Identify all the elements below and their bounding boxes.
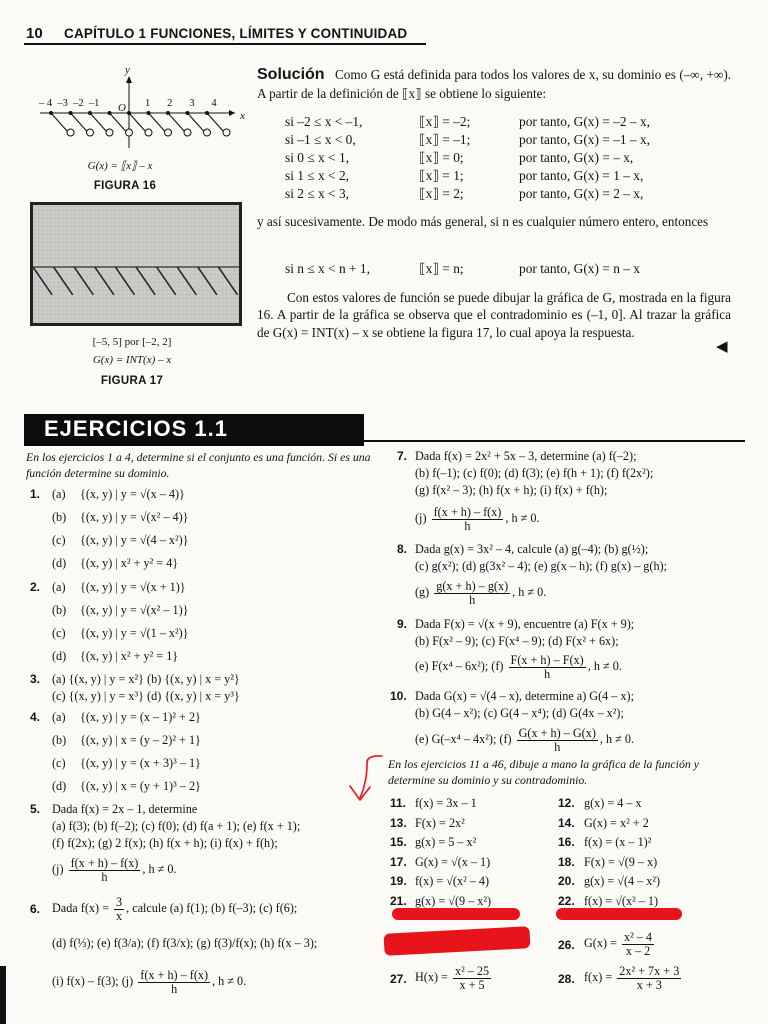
grid-exercise-formula: F(x) = 2x² [415,815,465,830]
figure-17-calculator-screen [30,202,242,326]
grid-exercise-number: 14. [558,815,575,830]
e4-label-a: (a) [52,710,66,724]
ex5-line2: (a) f(3); (b) f(–2); (c) f(0); (d) f(a + 1); (e) f(x + 1); [52,819,301,833]
fig17-window: [–5, 5] por [–2, 2] [92,336,172,348]
solution-intro-text: Como G está definida para todos los valores de x, su dominio es (–∞, +∞). A partir de la definición de ⟦x⟧ se obtiene lo siguiente: [257,67,732,102]
ex28-number: 28. [558,972,575,986]
e1-label-a: (a) [52,487,66,501]
e4-label-b: (b) [52,733,67,747]
grid-exercise-number: 22. [558,893,575,908]
ex7-line3: (g) f(x² – 3); (h) f(x + h); (i) f(x) + f(h); [415,483,608,497]
grid-exercise-formula: f(x) = (x – 1)² [584,835,652,849]
red-strike-3 [384,926,531,956]
grid-exercise-number: 21. [390,893,407,908]
grid-exercise-formula: f(x) = √(x² – 1) [584,893,659,908]
general-result: por tanto, G(x) = n – x [519,261,640,276]
closed-endpoint [147,111,151,115]
e4-number: 4. [30,710,41,724]
case-cond: si –1 ≤ x < 0, [285,132,356,147]
ex6-line2: (d) f(⅓); (e) f(3/a); (f) f(3/x); (g) f(3)/f(x); (h) f(x – 3); [52,936,318,950]
scan-edge-bar [0,966,6,1024]
case-result: por tanto, G(x) = –2 – x, [519,114,651,129]
e4-label-c: (c) [52,756,66,770]
e4-part-a: {(x, y) | y = (x – 1)² + 2} [80,710,201,724]
grid-exercise-formula: G(x) = √(x – 1) [415,854,491,869]
case-cond: si 2 ≤ x < 3, [285,186,350,201]
case-floor: ⟦x⟧ = 2; [419,186,464,201]
closed-endpoint [69,111,73,115]
grid-exercise-formula: F(x) = √(9 – x) [584,854,658,869]
step-segments [49,111,230,136]
e2-number: 2. [30,580,41,594]
ex26-number: 26. [558,938,575,952]
closed-endpoint [88,111,92,115]
ex5-line1: Dada f(x) = 2x – 1, determine [52,802,198,816]
e2-label-d: (d) [52,649,67,663]
case-result: por tanto, G(x) = 2 – x, [519,186,644,201]
ex5-line3: (f) f(2x); (g) 2 f(x); (h) f(x + h); (i) f(x) + f(h); [52,836,278,850]
ex10-number: 10. [390,689,407,703]
grid-exercise-formula: g(x) = √(9 – x²) [415,893,492,908]
page-number: 10 [26,25,43,42]
step-segment [90,113,107,132]
e2-part-c: {(x, y) | y = √(1 – x²)} [80,626,189,640]
case-result: por tanto, G(x) = 1 – x, [519,168,644,183]
solution-closing: Con estos valores de función se puede dibujar la gráfica de G, mostrada en la figura 16. A partir de la gráfica se observa que el contradominio es (–1, 0]. Al trazar la gráfica de G(x) = INT(x) – x se obtiene la figura 17, lo cual apoya la respuesta. [257,290,731,340]
grid-exercise-number: 11. [390,796,407,810]
open-endpoint [223,129,230,136]
e2-part-a: {(x, y) | y = √(x + 1)} [80,580,186,594]
screen-background [33,205,239,323]
ex9-line1: Dada F(x) = √(x + 9), encuentre (a) F(x + 9); [415,617,635,631]
fig17-label: FIGURA 17 [100,375,164,387]
step-segment [168,113,185,132]
e1-part-b: {(x, y) | y = √(x² – 4)} [80,510,189,524]
ex8-number: 8. [397,542,408,556]
grid-exercise-number: 17. [390,854,407,869]
ex7-line2: (b) f(–1); (c) f(0); (d) f(3); (e) f(h + 1); (f) f(2x²); [415,466,654,480]
end-mark: ◀ [716,339,728,355]
open-endpoint [145,129,152,136]
case-row [285,114,745,132]
open-endpoint [126,129,133,136]
case-row [285,186,745,204]
grid-exercise-formula: g(x) = 4 – x [584,796,642,810]
fig16-origin: O [118,102,126,114]
case-floor: ⟦x⟧ = 1; [419,168,464,183]
header-rule [24,43,426,45]
red-strike-2 [556,908,682,920]
step-segment [207,113,224,132]
e4-part-b: {(x, y) | x = (y – 2)² + 1} [80,733,201,747]
e1-label-d: (d) [52,556,67,570]
grid-exercise-number: 19. [390,874,407,888]
ex10-line3: (e) G(–x⁴ – 4x²); (f) $\frac{G(x + h) - G(x)}{h}$ , h ≠ 0. [415,726,635,754]
grid-exercise-formula: g(x) = 5 – x² [415,835,477,849]
open-endpoint [106,129,113,136]
ex7-line1: Dada f(x) = 2x² + 5x – 3, determine (a) f(–2); [415,449,637,463]
step-segment [188,113,205,132]
e1-part-c: {(x, y) | y = √(4 – x²)} [80,533,189,547]
ex3-number: 3. [30,672,41,686]
case-cond: si 1 ≤ x < 2, [285,168,350,183]
grid-exercise-number: 15. [390,835,407,849]
exercises-rule [364,440,745,442]
general-case-row [285,261,745,279]
ex8-line1: Dada g(x) = 3x² – 4, calcule (a) g(–4); (b) g(½); [415,542,649,556]
exercises-title: EJERCICIOS 1.1 [44,416,228,441]
ex3-line1: (a) {(x, y) | y = x²} (b) {(x, y) | x = y²} [52,672,240,686]
ex28-formula: f(x) = $\frac{\text{2x² + 7x + 3}}{x + 3}$ [584,964,680,992]
e2-label-b: (b) [52,603,67,617]
step-segment [110,113,127,132]
case-row [285,150,745,168]
e1-label-b: (b) [52,510,67,524]
grid-exercise-number: 16. [558,835,575,849]
closed-endpoint [49,111,53,115]
solution-heading: Solución [257,66,325,83]
solution-intro [257,64,731,103]
ex7-j: (j) $\frac{f(x + h) - f(x)}{h}$ , h ≠ 0. [415,505,540,533]
ex5-number: 5. [30,802,41,816]
case-cond: si –2 ≤ x < –1, [285,114,363,129]
ex9-number: 9. [397,617,408,631]
grid-exercise-number: 13. [390,815,407,830]
case-result: por tanto, G(x) = – x, [519,150,634,165]
closed-endpoint [205,111,209,115]
fig17-caption: G(x) = INT(x) – x [92,354,172,366]
step-segment [149,113,166,132]
grid-exercise-number: 20. [558,874,575,888]
ex5-j: (j) $\frac{f(x + h) - f(x)}{h}$ , h ≠ 0. [52,856,177,884]
instructions-11-46: En los ejercicios 11 a 46, dibuje a mano la gráfica de la función y determine su dominio y su contradominio. [388,757,699,787]
ex3-line2: (c) {(x, y) | y = x³} (d) {(x, y) | x = y³} [52,689,240,703]
ex10-line1: Dada G(x) = √(4 – x), determine a) G(4 – x); [415,689,634,703]
fig16-label: FIGURA 16 [93,180,157,192]
case-floor: ⟦x⟧ = 0; [419,150,464,165]
grid-exercise-formula: f(x) = √(x² – 4) [415,874,490,888]
fig16-x-label: x [240,110,245,122]
open-endpoint [87,129,94,136]
e2-part-b: {(x, y) | y = √(x² – 1)} [80,603,189,617]
e4-part-c: {(x, y) | y = (x + 3)³ – 1} [80,756,201,770]
red-strike-1 [392,908,520,920]
ex6-line3: (i) f(x) – f(3); (j) $\frac{f(x + h) - f(x)}{h}$ , h ≠ 0. [52,968,247,996]
step-segment [129,113,146,132]
case-floor: ⟦x⟧ = –1; [419,132,471,147]
e2-part-d: {(x, y) | x² + y² = 1} [80,649,179,663]
chapter-title: CAPÍTULO 1 FUNCIONES, LÍMITES Y CONTINUIDAD [64,26,408,41]
ex7-number: 7. [397,449,408,463]
closed-endpoint [186,111,190,115]
case-floor: ⟦x⟧ = –2; [419,114,471,129]
closed-endpoint [166,111,170,115]
open-endpoint [67,129,74,136]
fig16-ticks-negative: – 4 –3 –2 –1 [39,98,100,109]
e2-label-a: (a) [52,580,66,594]
ex27-formula: H(x) = $\frac{\text{x² – 25}}{x + 5}$ [415,964,490,992]
ex27-number: 27. [390,972,407,986]
open-endpoint [204,129,211,136]
e1-label-c: (c) [52,533,66,547]
open-endpoint [184,129,191,136]
ex26-formula: G(x) = $\frac{\text{x² – 4}}{x - 2}$ [584,930,653,958]
ex6-line1: Dada f(x) = $\frac{3}{x}$ , calcule (a) f(1); (b) f(–3); (c) f(6); [52,895,298,923]
ex9-line3: (e) F(x⁴ – 6x²); (f) $\frac{F(x + h) - F(x)}{h}$ , h ≠ 0. [415,653,622,681]
grid-exercise-number: 18. [558,854,575,869]
ex9-line2: (b) F(x² – 9); (c) F(x⁴ – 9); (d) F(x² + 6x); [415,634,619,648]
closed-endpoint [108,111,112,115]
e1-number: 1. [30,487,41,501]
ex8-line2: (c) g(x²); (d) g(3x² – 4); (e) g(x – h); (f) g(x) – g(h); [415,559,667,573]
instructions-1-4: En los ejercicios 1 a 4, determine si el conjunto es una función. Si es una función determine su dominio. [26,450,371,480]
case-row [285,132,745,150]
e1-part-d: {(x, y) | x² + y² = 4} [80,556,179,570]
x-axis-arrow [229,110,235,116]
ex8-g: (g) $\frac{g(x + h) - g(x)}{h}$ , h ≠ 0. [415,579,547,607]
e4-label-d: (d) [52,779,67,793]
open-endpoint [165,129,172,136]
grid-exercise-formula: g(x) = √(4 – x²) [584,874,661,888]
grid-exercise-number: 12. [558,796,575,810]
e2-label-c: (c) [52,626,66,640]
fig16-y-label: y [125,64,130,76]
e4-part-d: {(x, y) | x = (y + 1)³ – 2} [80,779,201,793]
general-text: y así sucesivamente. De modo más general, si n es cualquier número entero, entonces [257,214,709,229]
ex10-line2: (b) G(4 – x²); (c) G(4 – x⁴); (d) G(4x – x²); [415,706,624,720]
fig16-ticks-positive: 1 2 3 4 [145,98,217,109]
case-row [285,168,745,186]
general-cond: si n ≤ x < n + 1, [285,261,370,276]
step-segment [51,113,68,132]
step-segment [71,113,88,132]
general-floor: ⟦x⟧ = n; [419,261,464,276]
grid-exercise-formula: f(x) = 3x – 1 [415,796,477,810]
case-result: por tanto, G(x) = –1 – x, [519,132,651,147]
ex6-number: 6. [30,902,41,916]
fig16-caption: G(x) = ⟦x⟧ – x [87,160,153,172]
case-cond: si 0 ≤ x < 1, [285,150,350,165]
grid-exercise-formula: G(x) = x² + 2 [584,815,649,830]
e1-part-a: {(x, y) | y = √(x – 4)} [80,487,185,501]
closed-endpoint [127,111,131,115]
